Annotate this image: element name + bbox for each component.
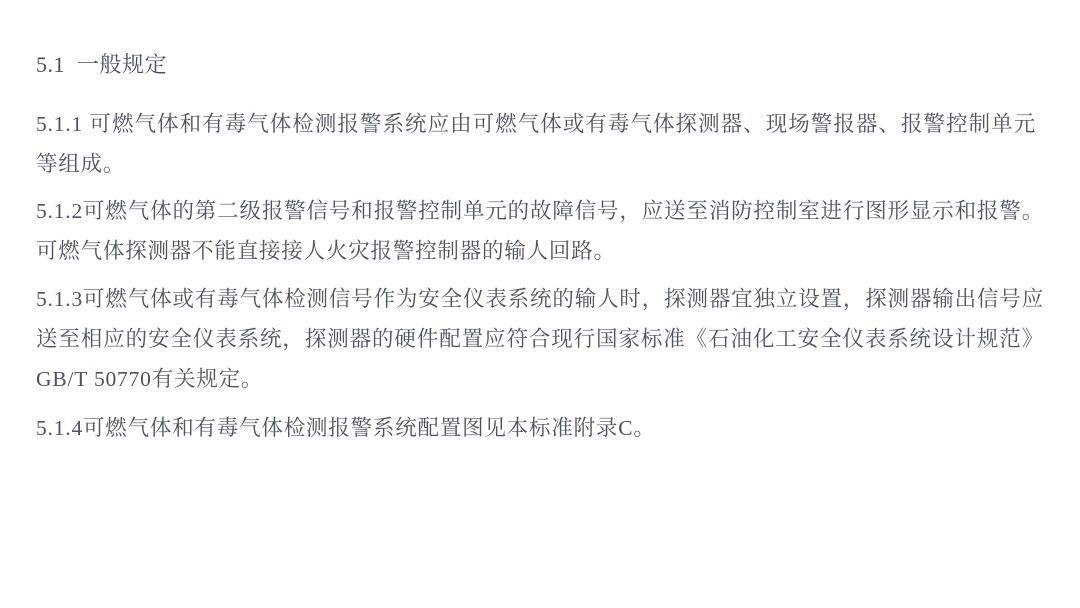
paragraph-5-1-3: 5.1.3可燃气体或有毒气体检测信号作为安全仪表系统的输人时，探测器宜独立设置，探测器输出信号应送至相应的安全仪表系统，探测器的硬件配置应符合现行国家标准《石油化工安全仪表系统设计规范》GB/T 50770有关规定。 — [36, 286, 1044, 392]
paragraph-5-1-2: 5.1.2可燃气体的第二级报警信号和报警控制单元的故障信号，应送至消防控制室进行图形显示和报警。可燃气体探测器不能直接接人火灾报警控制器的输人回路。 — [36, 198, 1044, 263]
document-body — [36, 48, 1044, 448]
paragraph-5-1-1: 5.1.1 可燃气体和有毒气体检测报警系统应由可燃气体或有毒气体探测器、现场警报器、报警控制单元等组成。 — [36, 112, 1036, 177]
paragraph-5-1-4: 5.1.4可燃气体和有毒气体检测报警系统配置图见本标准附录C。 — [36, 415, 656, 440]
section-heading: 5.1 一般规定 — [36, 52, 168, 77]
